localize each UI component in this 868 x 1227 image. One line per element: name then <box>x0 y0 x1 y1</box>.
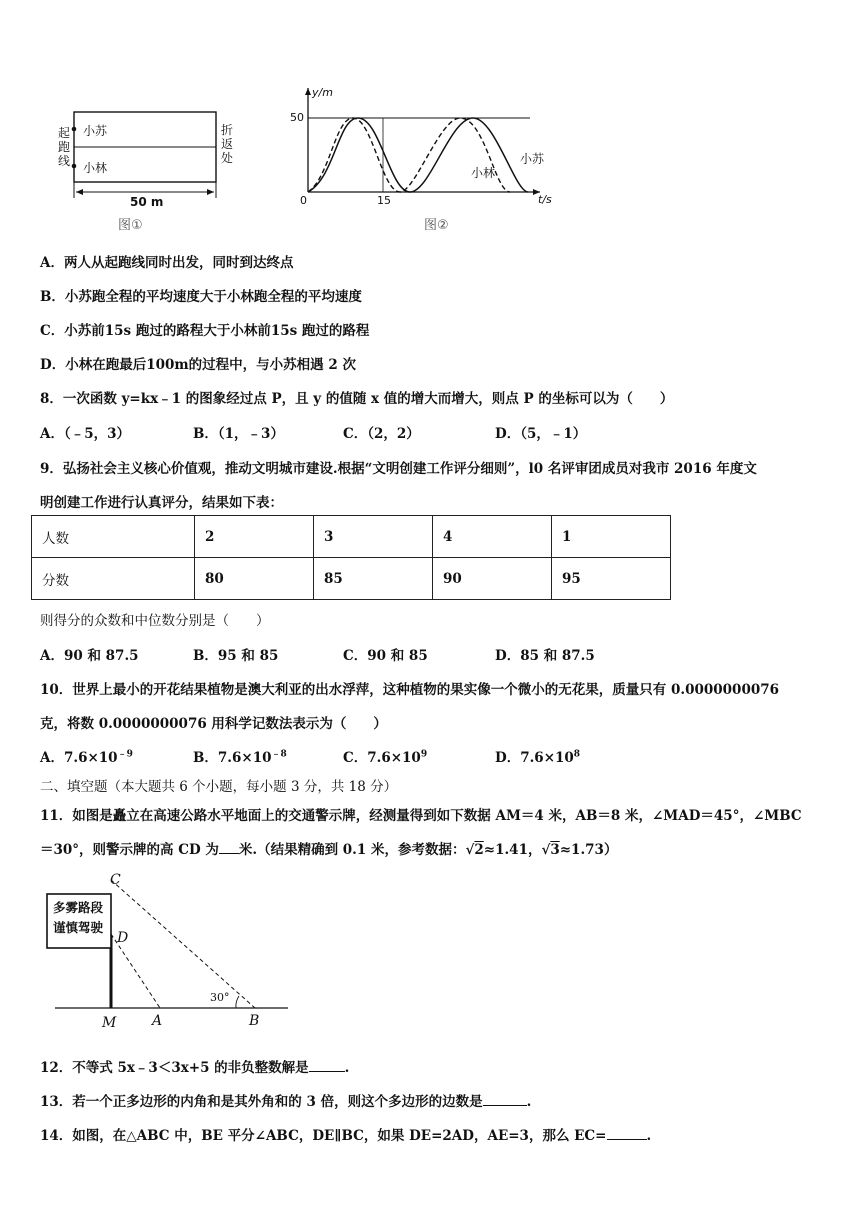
table-cell: 4 <box>433 516 552 558</box>
q12-stem: 12．不等式 5x﹣3＜3x+5 的非负整数解是 . <box>40 1056 349 1076</box>
point-d-label: D <box>117 930 129 946</box>
q9-stem-line1: 9．弘扬社会主义核心价值观，推动文明城市建设.根据“文明创建工作评分细则”，l0 名评审团成员对我市 2016 年度文 <box>40 461 757 477</box>
y-tick-label: 50 <box>290 111 304 124</box>
q7-option-a: A．两人从起跑线同时出发，同时到达终点 <box>40 255 294 271</box>
turn-point-label: 折返处 <box>221 123 234 165</box>
table-cell: 分数 <box>32 558 195 600</box>
distance-time-graph <box>290 82 560 212</box>
q8-option-c: C．（2，2） <box>343 426 420 442</box>
q8-option-a: A．（﹣5，3） <box>40 426 131 442</box>
runner-lin-label: 小林 <box>83 161 108 175</box>
runner-su-label: 小苏 <box>83 124 108 138</box>
q8-option-b: B．（1，﹣3） <box>193 426 284 442</box>
q11-stem-line1: 11．如图是矗立在高速公路水平地面上的交通警示牌，经测量得到如下数据 AM＝4 米，AB＝8 米，∠MAD＝45°，∠MBC <box>40 808 802 824</box>
x-tick-label: 15 <box>377 194 391 207</box>
table-cell: 90 <box>433 558 552 600</box>
section-heading: 二、填空题（本大题共 6 个小题，每小题 3 分，共 18 分） <box>40 779 398 795</box>
point-c-label: C <box>110 872 121 888</box>
q10-stem-line1: 10．世界上最小的开花结果植物是澳大利亚的出水浮萍，这种植物的果实像一个微小的无花果，质量只有 0.0000000076 <box>40 682 780 698</box>
distance-label: 50 m <box>130 195 164 209</box>
q7-option-c: C．小苏前15s 跑过的路程大于小林前15s 跑过的路程 <box>40 323 370 339</box>
track-diagram <box>52 100 242 235</box>
table-cell: 2 <box>195 516 314 558</box>
q8-stem: 8．一次函数 y=kx﹣1 的图象经过点 P，且 y 的值随 x 值的增大而增大，则点 P 的坐标可以为（ ） <box>40 391 674 407</box>
q13-stem: 13．若一个正多边形的内角和是其外角和的 3 倍，则这个多边形的边数是 . <box>40 1090 531 1110</box>
q9-question: 则得分的众数和中位数分别是（ ） <box>40 613 270 629</box>
score-table <box>31 515 671 600</box>
y-axis-label: y/m <box>312 86 333 99</box>
table-cell: 3 <box>314 516 433 558</box>
table-cell: 85 <box>314 558 433 600</box>
origin-label: 0 <box>300 194 307 207</box>
q8-option-d: D．（5，﹣1） <box>495 426 587 442</box>
point-b-label: B <box>249 1013 260 1029</box>
point-m-label: M <box>102 1015 117 1031</box>
x-axis-label: t/s <box>538 193 552 206</box>
answer-blank <box>219 839 239 854</box>
q10-stem-line2: 克，将数 0.0000000076 用科学记数法表示为（ ） <box>40 716 387 732</box>
sign-text-line1: 多雾路段 <box>53 900 104 915</box>
table-cell: 人数 <box>32 516 195 558</box>
figure2-caption: 图② <box>424 218 449 233</box>
answer-blank <box>607 1125 647 1140</box>
answer-blank <box>483 1091 527 1106</box>
warning-sign-diagram <box>40 870 300 1035</box>
point-a-label: A <box>152 1013 163 1029</box>
q14-stem: 14．如图，在△ABC 中，BE 平分∠ABC，DE∥BC，如果 DE=2AD，AE=3，那么 EC= . <box>40 1124 651 1144</box>
q10-option-d: D．$7.6\times 10^8$ <box>495 749 581 766</box>
q9-stem-line2: 明创建工作进行认真评分，结果如下表： <box>40 495 283 511</box>
answer-blank <box>309 1057 345 1072</box>
curve-lin-label: 小林 <box>471 166 496 180</box>
table-row <box>32 558 671 600</box>
q10-option-b: B．$7.6\times 10^{﹣8}$ <box>193 749 287 766</box>
q9-option-c: C．90 和 85 <box>343 648 428 664</box>
q10-option-a: A．$7.6\times 10^{﹣9}$ <box>40 749 133 766</box>
curve-su-label: 小苏 <box>520 152 545 166</box>
figure1-caption: 图① <box>118 218 143 233</box>
table-cell: 80 <box>195 558 314 600</box>
q11-stem-line2: ＝30°，则警示牌的高 CD 为 米.（结果精确到 0.1 米，参考数据：√2≈1.41，√3≈1.73） <box>40 838 617 858</box>
q10-option-c: C．$7.6\times 10^9$ <box>343 749 428 766</box>
q7-option-b: B．小苏跑全程的平均速度大于小林跑全程的平均速度 <box>40 289 362 305</box>
q9-option-b: B．95 和 85 <box>193 648 279 664</box>
q9-option-a: A．90 和 87.5 <box>40 648 139 664</box>
table-cell: 1 <box>552 516 671 558</box>
table-row <box>32 516 671 558</box>
table-cell: 95 <box>552 558 671 600</box>
angle-label: 30° <box>210 991 230 1004</box>
start-line-label: 起跑线 <box>58 126 71 168</box>
q7-option-d: D．小林在跑最后100m的过程中，与小苏相遇 2 次 <box>40 357 356 373</box>
sign-text-line2: 谨慎驾驶 <box>53 920 104 935</box>
q9-option-d: D．85 和 87.5 <box>495 648 595 664</box>
